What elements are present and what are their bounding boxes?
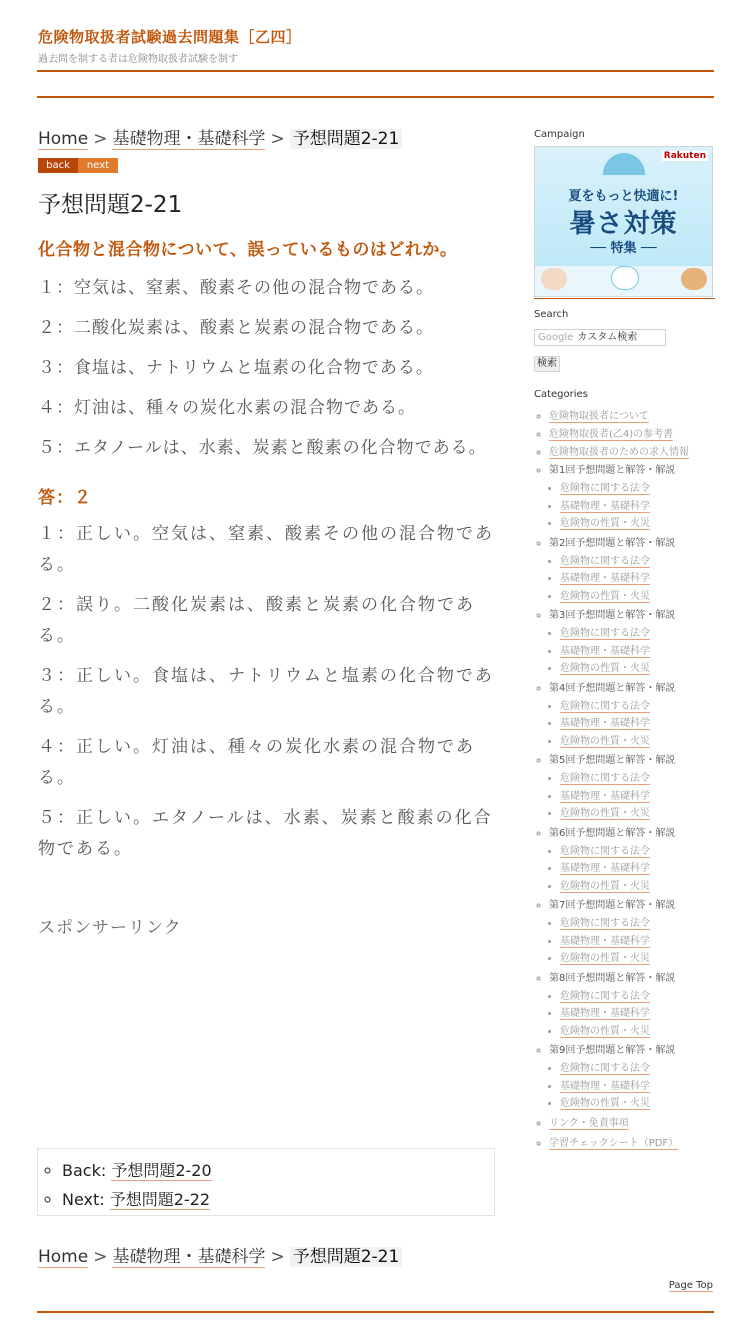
explanation-item: １：正しい。空気は、窒素、酸素その他の混合物である。 bbox=[38, 524, 494, 575]
explanation-item: ４：正しい。灯油は、種々の炭化水素の混合物である。 bbox=[38, 737, 475, 788]
post-nav-back-prefix: Back: bbox=[62, 1161, 112, 1180]
subcategory-link[interactable]: 危険物に関する法令 bbox=[560, 555, 650, 567]
subcategory-item[interactable] bbox=[560, 860, 715, 878]
subcategory-link[interactable]: 危険物の性質・火災 bbox=[560, 1025, 650, 1037]
category-group-label: 第1回予想問題と解答・解説 bbox=[549, 465, 676, 476]
question-text: 化合物と混合物について、誤っているものはどれか。 bbox=[38, 240, 458, 260]
subcategory-item[interactable] bbox=[560, 570, 715, 588]
subcategory-link[interactable]: 危険物に関する法令 bbox=[560, 483, 650, 494]
explanation-item: ２：誤り。二酸化炭素は、酸素と炭素の化合物である。 bbox=[38, 595, 475, 646]
next-button[interactable]: next bbox=[78, 158, 118, 173]
header-divider bbox=[37, 70, 714, 72]
subcategory-item[interactable] bbox=[560, 788, 715, 806]
breadcrumb-home-link[interactable]: Home bbox=[38, 1247, 89, 1267]
subcategory-link[interactable]: 危険物の性質・火災 bbox=[560, 590, 650, 602]
main-content bbox=[38, 126, 498, 865]
subcategory-link[interactable]: 危険物に関する法令 bbox=[560, 990, 650, 1002]
footer-divider bbox=[37, 1311, 714, 1313]
subcategory-item[interactable] bbox=[560, 515, 715, 533]
page-title: 予想問題2-21 bbox=[38, 192, 183, 218]
subcategory-item[interactable] bbox=[560, 498, 715, 516]
category-group bbox=[549, 970, 715, 1041]
category-item[interactable] bbox=[549, 1115, 715, 1133]
prev-post-link[interactable]: 予想問題2-20 bbox=[111, 1161, 212, 1180]
subcategory-item[interactable] bbox=[560, 878, 715, 896]
subcategory-item[interactable] bbox=[560, 1095, 715, 1113]
search-input[interactable] bbox=[534, 329, 666, 346]
breadcrumb-current: 予想問題2-21 bbox=[290, 129, 403, 149]
bear-illustration-icon bbox=[611, 266, 639, 290]
subcategory-link[interactable]: 基礎物理・基礎科学 bbox=[560, 500, 650, 512]
category-group bbox=[549, 535, 715, 606]
subcategory-item[interactable] bbox=[560, 715, 715, 733]
categories-heading: Categories bbox=[534, 389, 588, 400]
subcategory-link[interactable]: 危険物に関する法令 bbox=[560, 773, 650, 784]
subcategory-link[interactable]: 危険物の性質・火災 bbox=[560, 1098, 650, 1109]
subcategory-link[interactable]: 基礎物理・基礎科学 bbox=[560, 935, 650, 947]
sun-graphic-icon bbox=[603, 153, 645, 175]
breadcrumb-bottom bbox=[38, 1244, 402, 1270]
breadcrumb bbox=[38, 126, 498, 152]
campaign-banner[interactable] bbox=[534, 146, 713, 297]
explanation-item: ５：正しい。エタノールは、水素、炭素と酸素の化合物である。 bbox=[38, 808, 493, 859]
site-description: 過去問を制する者は危険物取扱者試験を制す bbox=[38, 54, 238, 65]
subcategory-link[interactable]: 危険物に関する法令 bbox=[560, 918, 650, 929]
banner-illustration bbox=[535, 266, 712, 296]
subcategory-item[interactable] bbox=[560, 1023, 715, 1041]
subcategory-item[interactable] bbox=[560, 1078, 715, 1096]
subcategory-link[interactable]: 危険物の性質・火災 bbox=[560, 808, 650, 819]
answer-option: ３：食塩は、ナトリウムと塩素の化合物である。 bbox=[38, 358, 434, 378]
back-button[interactable]: back bbox=[38, 158, 78, 173]
google-watermark: Google bbox=[538, 332, 574, 343]
category-group bbox=[549, 462, 715, 533]
subcategory-item[interactable] bbox=[560, 660, 715, 678]
category-link[interactable]: 危険物取扱者について bbox=[549, 411, 649, 422]
answer-option: ２：二酸化炭素は、酸素と炭素の混合物である。 bbox=[38, 318, 434, 338]
subcategory-item[interactable] bbox=[560, 625, 715, 643]
subcategory-item[interactable] bbox=[560, 988, 715, 1006]
rakuten-logo: Rakuten bbox=[663, 151, 706, 161]
subcategory-item[interactable] bbox=[560, 1060, 715, 1078]
subcategory-item[interactable] bbox=[560, 770, 715, 788]
category-item[interactable] bbox=[549, 426, 715, 444]
category-group-label: 第6回予想問題と解答・解説 bbox=[549, 827, 676, 839]
subcategory-item[interactable] bbox=[560, 843, 715, 861]
subcategory-item[interactable] bbox=[560, 950, 715, 968]
subcategory-link[interactable]: 危険物に関する法令 bbox=[560, 1063, 650, 1074]
subcategory-link[interactable]: 基礎物理・基礎科学 bbox=[560, 1008, 650, 1019]
search-heading: Search bbox=[534, 309, 569, 320]
banner-line-2: 暑さ対策 bbox=[569, 209, 678, 239]
correct-answer: 答：２ bbox=[38, 488, 92, 508]
subcategory-link[interactable]: 危険物の性質・火災 bbox=[560, 735, 650, 747]
subcategory-link[interactable]: 危険物に関する法令 bbox=[560, 845, 650, 857]
category-group-label: 第4回予想問題と解答・解説 bbox=[549, 682, 676, 694]
category-group-label: 第3回予想問題と解答・解説 bbox=[549, 610, 676, 621]
subcategory-item[interactable] bbox=[560, 553, 715, 571]
sidebar bbox=[534, 128, 715, 1153]
subcategory-item[interactable] bbox=[560, 805, 715, 823]
person-illustration-icon bbox=[541, 268, 567, 290]
sidebar-divider bbox=[534, 298, 715, 299]
search-button[interactable]: 検索 bbox=[534, 356, 560, 372]
dog-illustration-icon bbox=[681, 268, 707, 290]
subcategory-item[interactable] bbox=[560, 588, 715, 606]
category-group bbox=[549, 680, 715, 751]
category-group bbox=[549, 897, 715, 968]
campaign-heading: Campaign bbox=[534, 129, 585, 140]
category-group-label: 第9回予想問題と解答・解説 bbox=[549, 1045, 676, 1056]
breadcrumb-separator: > bbox=[93, 129, 108, 149]
subcategory-item[interactable] bbox=[560, 480, 715, 498]
category-group-label: 第7回予想問題と解答・解説 bbox=[549, 900, 676, 911]
subcategory-item[interactable] bbox=[560, 643, 715, 661]
category-group bbox=[549, 825, 715, 896]
banner-line-1: 夏をもっと快適に! bbox=[568, 189, 679, 204]
subcategory-link[interactable]: 危険物の性質・火災 bbox=[560, 663, 650, 674]
page-top-link[interactable]: Page Top bbox=[668, 1280, 713, 1291]
subcategory-link[interactable]: 基礎物理・基礎科学 bbox=[560, 790, 650, 802]
subcategory-link[interactable]: 危険物に関する法令 bbox=[560, 628, 650, 639]
category-link[interactable]: 危険物取扱者(乙4)の参考書 bbox=[549, 429, 674, 440]
nav-divider bbox=[37, 96, 714, 98]
category-group bbox=[549, 607, 715, 678]
subcategory-item[interactable] bbox=[560, 933, 715, 951]
category-group-label: 第8回予想問題と解答・解説 bbox=[549, 972, 676, 984]
subcategory-link[interactable]: 基礎物理・基礎科学 bbox=[560, 645, 650, 657]
category-item[interactable] bbox=[549, 1135, 715, 1153]
next-post-link[interactable]: 予想問題2-22 bbox=[109, 1190, 211, 1209]
category-item[interactable] bbox=[549, 408, 715, 426]
category-group-label: 第2回予想問題と解答・解説 bbox=[549, 537, 676, 549]
site-title[interactable]: 危険物取扱者試験過去問題集［乙四］ bbox=[38, 28, 302, 46]
subcategory-item[interactable] bbox=[560, 733, 715, 751]
category-group bbox=[549, 752, 715, 823]
search-placeholder: カスタム検索 bbox=[577, 332, 638, 343]
breadcrumb-category-link[interactable]: 基礎物理・基礎科学 bbox=[112, 129, 266, 149]
subcategory-item[interactable] bbox=[560, 915, 715, 933]
breadcrumb-separator: > bbox=[93, 1247, 108, 1267]
category-link[interactable]: リンク・免責事項 bbox=[549, 1117, 629, 1129]
subcategory-link[interactable]: 危険物の性質・火災 bbox=[560, 518, 650, 529]
subcategory-link[interactable]: 基礎物理・基礎科学 bbox=[560, 1080, 650, 1092]
breadcrumb-separator: > bbox=[270, 1247, 285, 1267]
subcategory-item[interactable] bbox=[560, 1005, 715, 1023]
answer-option: ４：灯油は、種々の炭化水素の混合物である。 bbox=[38, 398, 416, 418]
category-group bbox=[549, 1042, 715, 1113]
post-nav-next-prefix: Next: bbox=[62, 1190, 110, 1209]
subcategory-item[interactable] bbox=[560, 698, 715, 716]
subcategory-link[interactable]: 基礎物理・基礎科学 bbox=[560, 718, 650, 729]
subcategory-link[interactable]: 危険物の性質・火災 bbox=[560, 953, 650, 964]
category-group-label: 第5回予想問題と解答・解説 bbox=[549, 755, 676, 766]
post-nav-next bbox=[62, 1185, 494, 1214]
sponsor-label: スポンサーリンク bbox=[38, 918, 182, 938]
explanation-item: ３：正しい。食塩は、ナトリウムと塩素の化合物である。 bbox=[38, 666, 494, 717]
categories-list bbox=[534, 408, 715, 1153]
category-link[interactable]: 学習チェックシート（PDF） bbox=[549, 1137, 679, 1149]
breadcrumb-home-link[interactable]: Home bbox=[38, 129, 89, 149]
banner-line-3: ── 特集 ── bbox=[590, 241, 657, 256]
answer-option: ５：エタノールは、水素、炭素と酸素の化合物である。 bbox=[38, 438, 487, 458]
pager bbox=[38, 158, 498, 173]
post-navigation bbox=[37, 1148, 495, 1216]
subcategory-link[interactable]: 危険物に関する法令 bbox=[560, 700, 650, 712]
answer-option: １：空気は、窒素、酸素その他の混合物である。 bbox=[38, 278, 434, 298]
breadcrumb-current: 予想問題2-21 bbox=[290, 1247, 403, 1267]
breadcrumb-separator: > bbox=[270, 129, 285, 149]
post-nav-back bbox=[62, 1156, 494, 1185]
subcategory-link[interactable]: 基礎物理・基礎科学 bbox=[560, 863, 650, 874]
subcategory-link[interactable]: 基礎物理・基礎科学 bbox=[560, 573, 650, 584]
category-item[interactable] bbox=[549, 444, 715, 462]
breadcrumb-category-link[interactable]: 基礎物理・基礎科学 bbox=[112, 1247, 266, 1267]
subcategory-link[interactable]: 危険物の性質・火災 bbox=[560, 880, 650, 892]
category-link[interactable]: 危険物取扱者のための求人情報 bbox=[549, 447, 689, 458]
